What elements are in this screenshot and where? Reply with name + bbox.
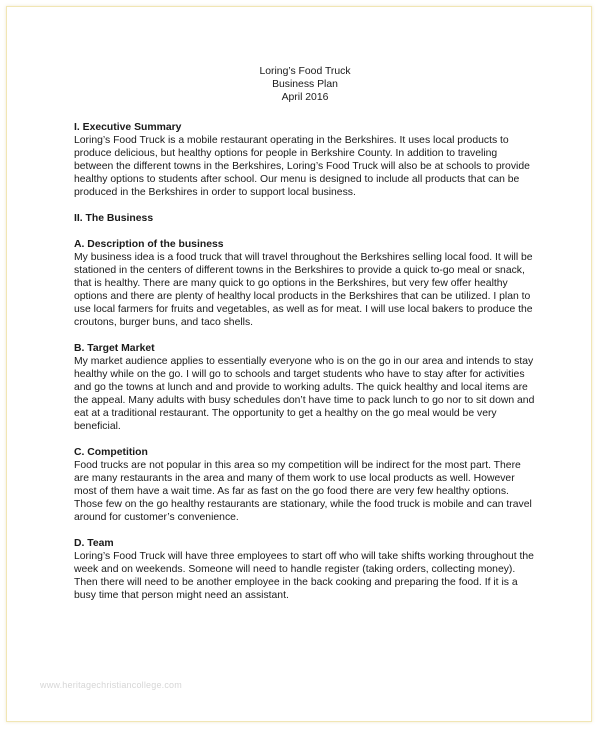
section-heading: I. Executive Summary (74, 122, 182, 133)
document-page (6, 6, 592, 722)
section-paragraph: My market audience applies to essentially everyone who is on the go in our area and intends to stay healthy while on the go. I will go to schools and target students who have to stay after for activities and go the towns at lunch and and provide to working adults. The quick healthy and local items are the appeal. Many adults with busy schedules don’t have time to pack lunch to go nor to sit down and eat at a traditional restaurant. The opportunity to get a healthy on the go meal would be very beneficial. (74, 356, 535, 432)
section-paragraph: Loring’s Food Truck is a mobile restaurant operating in the Berkshires. It uses local products to produce delicious, but healthy options for people in Berkshire County. In addition to traveling between the different towns in the Berkshires, Loring’s Food Truck will also be at schools to provide healthy options to students after school. Our menu is designed to include all products that can be produced in the Berkshires in order to support local business. (74, 135, 530, 198)
document-body (74, 65, 536, 615)
section-paragraph: My business idea is a food truck that will travel throughout the Berkshires selling local food. It will be stationed in the centers of different towns in the Berkshires to provide a quick to-go meal or snack, that is healthy. There are many quick to go options in the Berkshires, but very few offer healthy options and there are plenty of healthy local products in the Berkshires that can be utilized. I plan to use local farmers for fruits and vegetables, as well as for meat. I will use local bakers to produce the croutons, burger buns, and taco shells. (74, 252, 533, 328)
section-paragraph: Food trucks are not popular in this area so my competition will be indirect for the most part. There are many restaurants in the area and many of them work to use local products as well. However most of them have a wait time. As far as fast on the go food there are very few healthy options. Those few on the go healthy restaurants are stationary, while the food truck is mobile and can travel around for customer’s convenience. (74, 460, 532, 523)
section-description (74, 238, 536, 329)
document-date: April 2016 (281, 92, 329, 103)
section-heading: C. Competition (74, 447, 148, 458)
section-team (74, 537, 536, 602)
section-heading: B. Target Market (74, 343, 155, 354)
watermark-text: www.heritagechristiancollege.com (40, 680, 182, 690)
document-title-block (74, 65, 536, 104)
section-heading: D. Team (74, 538, 114, 549)
document-subtitle: Business Plan (272, 79, 338, 90)
section-paragraph: Loring’s Food Truck will have three employees to start off who will take shifts working throughout the week and on weekends. Someone will need to handle register (taking orders, collecting money). Then there will need to be another employee in the back cooking and preparing the food. If it is a busy time that person might need an assistant. (74, 551, 534, 601)
document-title: Loring’s Food Truck (259, 66, 351, 77)
section-the-business (74, 212, 536, 225)
section-executive-summary (74, 121, 536, 199)
section-target-market (74, 342, 536, 433)
section-heading: A. Description of the business (74, 239, 224, 250)
section-competition (74, 446, 536, 524)
section-heading: II. The Business (74, 213, 154, 224)
